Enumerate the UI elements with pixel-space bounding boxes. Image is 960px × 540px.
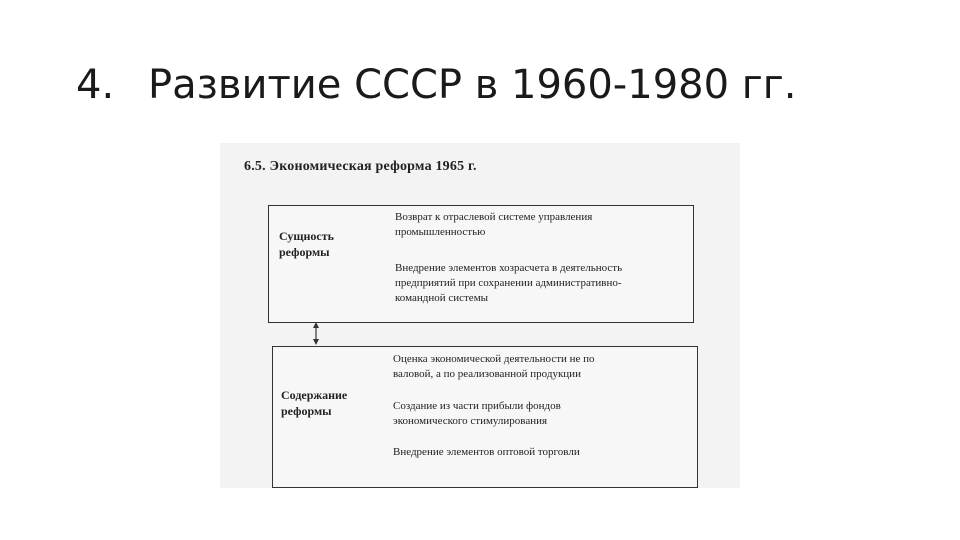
content-item-3: Внедрение элементов оптовой торговли [393, 446, 580, 458]
slide-title [76, 62, 797, 108]
content-box [272, 346, 698, 488]
diagram-heading: 6.5. Экономическая реформа 1965 г. [244, 159, 477, 174]
scanned-diagram [220, 143, 740, 488]
essence-label: Сущность реформы [279, 229, 334, 259]
content-item-2: Создание из части прибыли фондов экономического стимулирования [393, 400, 561, 427]
essence-item-2: Внедрение элементов хозрасчета в деятельность предприятий при сохранении административно- командной системы [395, 262, 623, 304]
double-arrow-head-down [313, 339, 319, 345]
content-label: Содержание реформы [281, 388, 348, 418]
slide-number: 4. [76, 62, 115, 108]
content-item-1: Оценка экономической деятельности не по валовой, а по реализованной продукции [393, 353, 595, 380]
slide-title-text: Развитие СССР в 1960-1980 гг. [148, 62, 797, 108]
essence-item-1: Возврат к отраслевой системе управления промышленностью [395, 211, 593, 238]
essence-box [268, 205, 694, 323]
